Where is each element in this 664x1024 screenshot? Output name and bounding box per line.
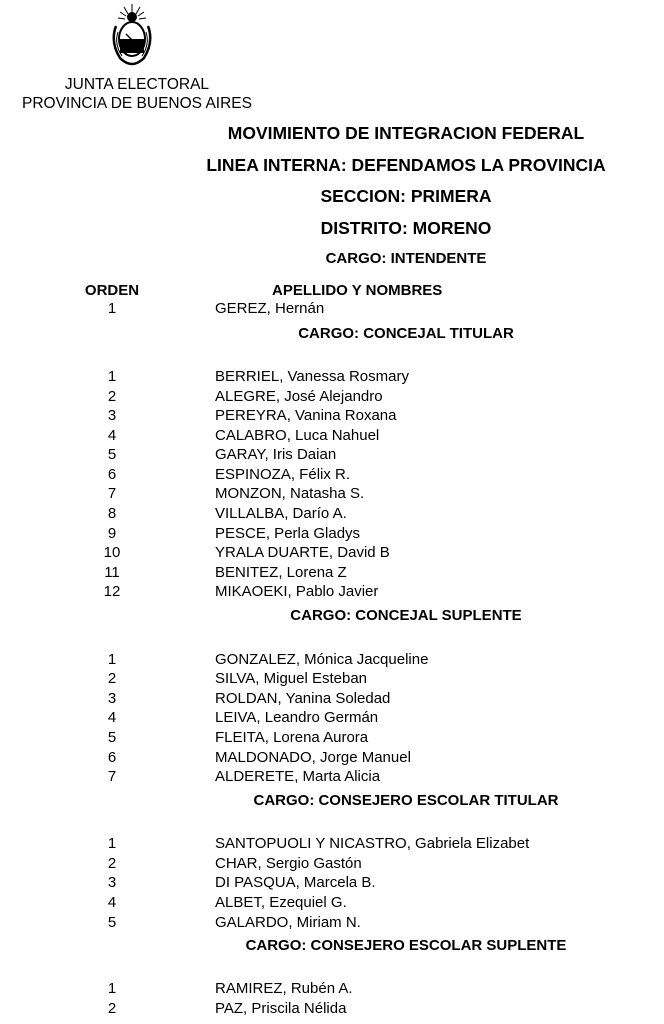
district-title: DISTRITO: MORENO	[320, 218, 492, 238]
order-number: 2	[107, 388, 117, 405]
cargo-heading-consejero-escolar-titular: CARGO: CONSEJERO ESCOLAR TITULAR	[253, 792, 559, 809]
org-name-line1: JUNTA ELECTORAL	[64, 76, 210, 93]
argentina-coat-of-arms-icon	[110, 2, 154, 66]
candidate-row	[0, 387, 664, 407]
candidate-row	[0, 504, 664, 524]
candidate-row	[0, 748, 664, 768]
candidate-name: BENITEZ, Lorena Z	[215, 564, 347, 581]
candidate-row	[0, 524, 664, 544]
candidate-row	[0, 484, 664, 504]
order-number: 3	[107, 874, 117, 891]
candidate-name: ALDERETE, Marta Alicia	[215, 768, 381, 785]
candidate-name: LEIVA, Leandro Germán	[215, 709, 379, 726]
order-number: 1	[107, 651, 117, 668]
candidate-name: BERRIEL, Vanessa Rosmary	[215, 368, 409, 385]
candidate-row	[0, 426, 664, 446]
candidate-name: FLEITA, Lorena Aurora	[215, 729, 369, 746]
candidate-name: YRALA DUARTE, David B	[215, 544, 390, 561]
candidate-name: GEREZ, Hernán	[215, 300, 325, 317]
cargo-heading-intendente: CARGO: INTENDENTE	[325, 250, 487, 267]
candidate-row	[0, 708, 664, 728]
order-number: 5	[107, 729, 117, 746]
candidate-name: ALBET, Ezequiel G.	[215, 894, 347, 911]
section-title: SECCION: PRIMERA	[320, 186, 492, 206]
candidate-name: CHAR, Sergio Gastón	[215, 855, 362, 872]
order-number: 2	[107, 670, 117, 687]
candidate-name: ESPINOZA, Félix R.	[215, 466, 351, 483]
candidate-row	[0, 854, 664, 874]
org-name-line2: PROVINCIA DE BUENOS AIRES	[22, 95, 252, 112]
candidate-row	[0, 873, 664, 893]
candidate-row	[0, 689, 664, 709]
candidate-name: GALARDO, Miriam N.	[215, 914, 361, 931]
order-number: 6	[107, 466, 117, 483]
candidate-name: GARAY, Iris Daian	[215, 446, 337, 463]
candidate-name: VILLALBA, Darío A.	[215, 505, 347, 522]
party-title: MOVIMIENTO DE INTEGRACION FEDERAL	[227, 123, 585, 143]
candidate-row	[0, 834, 664, 854]
order-number: 3	[107, 407, 117, 424]
order-number: 1	[107, 835, 117, 852]
candidate-row	[0, 728, 664, 748]
candidate-name: MONZON, Natasha S.	[215, 485, 365, 502]
order-number: 9	[107, 525, 117, 542]
candidate-row	[0, 913, 664, 933]
internal-line-title: LINEA INTERNA: DEFENDAMOS LA PROVINCIA	[206, 155, 606, 175]
candidate-row	[0, 299, 664, 319]
candidate-name: CALABRO, Luca Nahuel	[215, 427, 380, 444]
candidate-name: PESCE, Perla Gladys	[215, 525, 361, 542]
order-number: 2	[107, 855, 117, 872]
candidate-row	[0, 999, 664, 1019]
order-number: 1	[107, 300, 117, 317]
candidate-name: PEREYRA, Vanina Roxana	[215, 407, 397, 424]
candidate-row	[0, 406, 664, 426]
candidate-name: RAMIREZ, Rubén A.	[215, 980, 353, 997]
order-number: 10	[103, 544, 121, 561]
candidate-name: MALDONADO, Jorge Manuel	[215, 749, 411, 766]
candidate-name: SANTOPUOLI Y NICASTRO, Gabriela Elizabet	[215, 835, 530, 852]
column-header-order: ORDEN	[84, 282, 140, 299]
candidate-row	[0, 543, 664, 563]
order-number: 5	[107, 446, 117, 463]
cargo-heading-concejal-suplente: CARGO: CONCEJAL SUPLENTE	[290, 607, 522, 624]
order-number: 6	[107, 749, 117, 766]
candidate-row	[0, 582, 664, 602]
candidate-name: ALEGRE, José Alejandro	[215, 388, 383, 405]
candidate-row	[0, 979, 664, 999]
order-number: 4	[107, 427, 117, 444]
cargo-heading-concejal-titular: CARGO: CONCEJAL TITULAR	[298, 325, 514, 342]
candidate-name: ROLDAN, Yanina Soledad	[215, 690, 391, 707]
candidate-name: GONZALEZ, Mónica Jacqueline	[215, 651, 429, 668]
candidate-row	[0, 563, 664, 583]
candidate-row	[0, 465, 664, 485]
candidate-row	[0, 445, 664, 465]
order-number: 12	[103, 583, 121, 600]
candidate-row	[0, 893, 664, 913]
order-number: 7	[107, 768, 117, 785]
order-number: 3	[107, 690, 117, 707]
order-number: 4	[107, 894, 117, 911]
order-number: 1	[107, 368, 117, 385]
order-number: 8	[107, 505, 117, 522]
order-number: 11	[104, 564, 120, 581]
candidate-row	[0, 650, 664, 670]
order-number: 2	[107, 1000, 117, 1017]
order-number: 5	[107, 914, 117, 931]
candidate-name: DI PASQUA, Marcela B.	[215, 874, 376, 891]
candidate-row	[0, 669, 664, 689]
order-number: 1	[107, 980, 117, 997]
order-number: 4	[107, 709, 117, 726]
candidate-name: SILVA, Miguel Esteban	[215, 670, 368, 687]
candidate-name: PAZ, Priscila Nélida	[215, 1000, 347, 1017]
candidate-name: MIKAOEKI, Pablo Javier	[215, 583, 379, 600]
order-number: 7	[107, 485, 117, 502]
candidate-row	[0, 767, 664, 787]
column-header-name: APELLIDO Y NOMBRES	[272, 282, 443, 299]
cargo-heading-consejero-escolar-suplente: CARGO: CONSEJERO ESCOLAR SUPLENTE	[245, 937, 567, 954]
candidate-row	[0, 367, 664, 387]
